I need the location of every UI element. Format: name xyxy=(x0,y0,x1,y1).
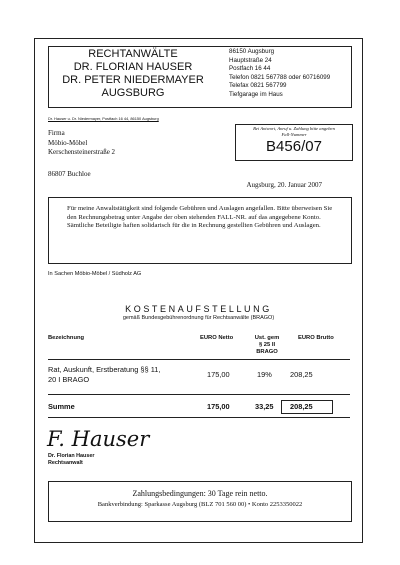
address-line: Postfach 16 44 xyxy=(229,65,271,73)
recipient-line: Firma xyxy=(48,129,65,137)
row-description-line: Rat, Auskunft, Erstberatung §§ 11, xyxy=(48,365,161,374)
letter-date: Augsburg, 20. Januar 2007 xyxy=(246,181,322,189)
statement-title: KOSTENAUFSTELLUNG xyxy=(125,304,272,314)
recipient-address xyxy=(48,129,115,158)
statement-subtitle: gemäß Bundesgebührenordnung für Rechtsanwälte (BRAGO) xyxy=(122,315,275,321)
notice-text: Für meine Anwaltstätigkeit sind folgende Gebühren und Auslagen angefallen. Bitte überweisen Sie den Rechnungsbetrag unter Angabe der oben stehenden FALL-NR. auf das angegebene Konto. Sämtliche Beteiligte haften solidarisch für die in Rechnung gestellten Gebühren und Auslagen. xyxy=(67,205,333,230)
payment-terms: Zahlungsbedingungen: 30 Tage rein netto. xyxy=(132,489,268,498)
signer xyxy=(48,453,94,467)
signature-image xyxy=(45,422,155,452)
firm-address xyxy=(229,48,351,100)
col-header-description: Bezeichnung xyxy=(48,335,85,341)
vat-header-line: § 25 II xyxy=(258,342,276,349)
recipient-city: 86807 Buchloe xyxy=(48,170,91,178)
total-net: 175,00 xyxy=(207,402,230,411)
address-line: Hauptstraße 24 xyxy=(229,56,272,64)
firm-name-line: AUGSBURG xyxy=(101,87,165,99)
table-bottom-rule xyxy=(48,417,350,418)
col-header-net: EURO Netto xyxy=(200,335,234,341)
case-number-box xyxy=(235,124,353,161)
case-number: B456/07 xyxy=(266,138,322,156)
col-header-gross: EURO Brutto xyxy=(298,335,334,341)
firm-name-line: DR. FLORIAN HAUSER xyxy=(73,61,193,73)
case-note-line: Bei Antwort, Anruf u. Zahlung bitte angeben xyxy=(253,126,335,131)
total-divider xyxy=(48,394,350,395)
firm-names xyxy=(49,48,217,100)
total-gross: 208,25 xyxy=(290,402,313,411)
bank-details: Bankverbindung: Sparkasse Augsburg (BLZ 701 560 00) • Konto 2253350022 xyxy=(97,501,303,508)
address-line: Tiefgarage im Haus xyxy=(229,90,283,98)
recipient-line: Kerschensteinerstraße 2 xyxy=(48,148,116,156)
signer-role: Rechtsanwalt xyxy=(48,460,83,466)
header-divider xyxy=(48,359,350,360)
row-description-line: 20 I BRAGO xyxy=(48,375,90,384)
notice-box xyxy=(48,197,352,264)
address-line: Telefax 0821 567799 xyxy=(229,82,287,90)
row-net: 175,00 xyxy=(207,370,230,379)
total-vat: 33,25 xyxy=(255,402,274,411)
payment-terms-box xyxy=(48,481,352,522)
recipient-line: Möbio-Möbel xyxy=(48,138,88,147)
total-label: Summe xyxy=(48,402,75,411)
signer-name: Dr. Florian Hauser xyxy=(48,453,95,459)
signature-handwriting: F. Hauser xyxy=(47,427,150,451)
address-line: Telefon 0821 567788 oder 60716099 xyxy=(229,73,331,81)
firm-name-line: RECHTANWÄLTE xyxy=(88,48,178,60)
col-header-vat xyxy=(249,335,285,357)
row-vat: 19% xyxy=(257,370,272,379)
vat-header-line: Ust. gem xyxy=(254,335,280,341)
table-row-description xyxy=(48,365,160,385)
letterhead xyxy=(48,46,352,108)
invoice-page xyxy=(34,38,363,543)
subject-text: In Sachen Möbio-Möbel / Südholz AG xyxy=(48,271,142,277)
address-line: 86150 Augsburg xyxy=(229,48,275,55)
vat-header-line: BRAGO xyxy=(256,349,278,356)
subject-line xyxy=(48,271,141,277)
case-note xyxy=(236,126,352,137)
case-note-line: Fall-Nummer xyxy=(281,131,307,137)
row-gross: 208,25 xyxy=(290,370,313,379)
sender-line: Dr. Hauser u. Dr. Niedermayer, Postfach 16 44, 86150 Augsburg xyxy=(48,116,159,121)
firm-name-line: DR. PETER NIEDERMAYER xyxy=(62,74,204,86)
